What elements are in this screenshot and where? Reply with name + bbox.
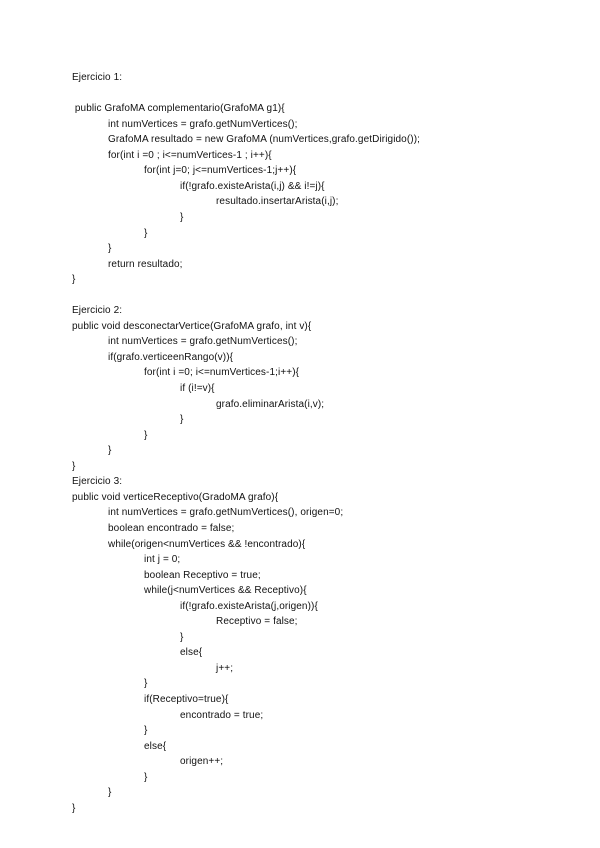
code-line: } [108,787,112,799]
code-line: resultado.insertarArista(i,j); [216,196,339,208]
code-line: return resultado; [108,258,183,270]
code-line: } [180,631,184,643]
code-line: if (i!=v){ [180,383,215,394]
code-line: Ejercicio 3: [72,476,123,488]
code-line: grafo.eliminarArista(i,v); [216,398,325,410]
code-line: } [144,227,148,239]
code-line: origen++; [180,756,224,768]
code-line: Receptivo = false; [216,616,298,628]
code-line: } [144,678,148,690]
code-line: } [72,460,76,472]
code-line: if(!grafo.existeArista(j,origen)){ [180,600,318,612]
code-line: boolean Receptivo = true; [144,569,261,581]
code-line: Ejercicio 2: [72,305,123,317]
code-line: else{ [180,647,203,659]
code-line: } [72,274,76,286]
code-line: while(origen<numVertices && !encontrado){ [108,538,306,550]
code-line: int j = 0; [144,554,181,566]
code-line: if(!grafo.existeArista(i,j) && i!=j){ [180,180,325,192]
code-line: } [108,445,112,457]
code-line: encontrado = true; [180,709,264,721]
code-line: boolean encontrado = false; [108,522,235,534]
code-line: public void desconectarVertice(GrafoMA grafo, int v){ [72,320,312,332]
code-line: } [144,725,148,737]
code-line: } [180,211,184,223]
code-line: public void verticeReceptivo(GradoMA grafo){ [72,491,279,503]
code-line: for(int i =0; i<=numVertices-1;i++){ [144,367,300,379]
code-line: while(j<numVertices && Receptivo){ [144,585,307,597]
code-line: Ejercicio 1: [72,72,123,83]
code-line: public GrafoMA complementario(GrafoMA g1){ [72,103,285,115]
code-line: } [108,243,112,255]
code-line: else{ [144,740,167,752]
code-line: } [144,771,148,783]
code-line: } [144,429,148,441]
code-line: } [72,802,76,814]
code-line: if(grafo.verticeenRango(v)){ [108,351,234,363]
code-line: } [180,414,184,426]
code-line: for(int i =0 ; i<=numVertices-1 ; i++){ [108,149,272,161]
code-line: if(Receptivo=true){ [144,694,229,705]
code-line: int numVertices = grafo.getNumVertices(), origen=0; [108,507,344,519]
code-line: int numVertices = grafo.getNumVertices(); [108,118,298,130]
code-line: GrafoMA resultado = new GrafoMA (numVertices,grafo.getDirigido()); [108,134,421,146]
code-line: j++; [216,662,234,674]
code-line: for(int j=0; j<=numVertices-1;j++){ [144,165,297,177]
code-line: int numVertices = grafo.getNumVertices(); [108,336,298,348]
